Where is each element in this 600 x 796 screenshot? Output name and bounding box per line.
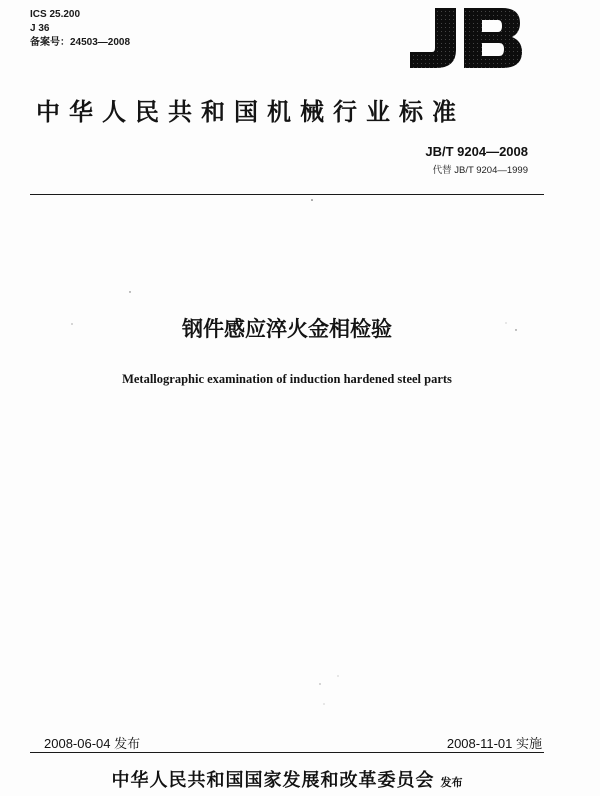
implementation-date: 2008-11-01 实施	[446, 736, 542, 751]
filing-number: 备案号：24503—2008	[30, 37, 131, 48]
document-title-english: Metallographic examination of induction hardened steel parts	[122, 372, 452, 386]
classification-block	[30, 8, 130, 50]
top-divider	[30, 194, 544, 195]
ics-code: ICS 25.200	[30, 9, 81, 20]
replaces-standard: 代替 JB/T 9204—1999	[432, 165, 528, 176]
issuer-name: 中华人民共和国国家发展和改革委员会	[111, 770, 435, 791]
bottom-divider	[30, 752, 544, 753]
issuing-authority	[0, 766, 574, 792]
issuer-suffix: 发布	[440, 776, 463, 789]
industry-standard-title: 中华人民共和国机械行业标准	[36, 98, 465, 126]
document-title-chinese: 钢件感应淬火金相检验	[182, 317, 392, 341]
standard-number: JB/T 9204—2008	[425, 144, 528, 159]
jb-logo-icon	[404, 6, 524, 70]
issue-date: 2008-06-04 发布	[44, 736, 141, 751]
ccs-code: J 36	[30, 23, 50, 34]
